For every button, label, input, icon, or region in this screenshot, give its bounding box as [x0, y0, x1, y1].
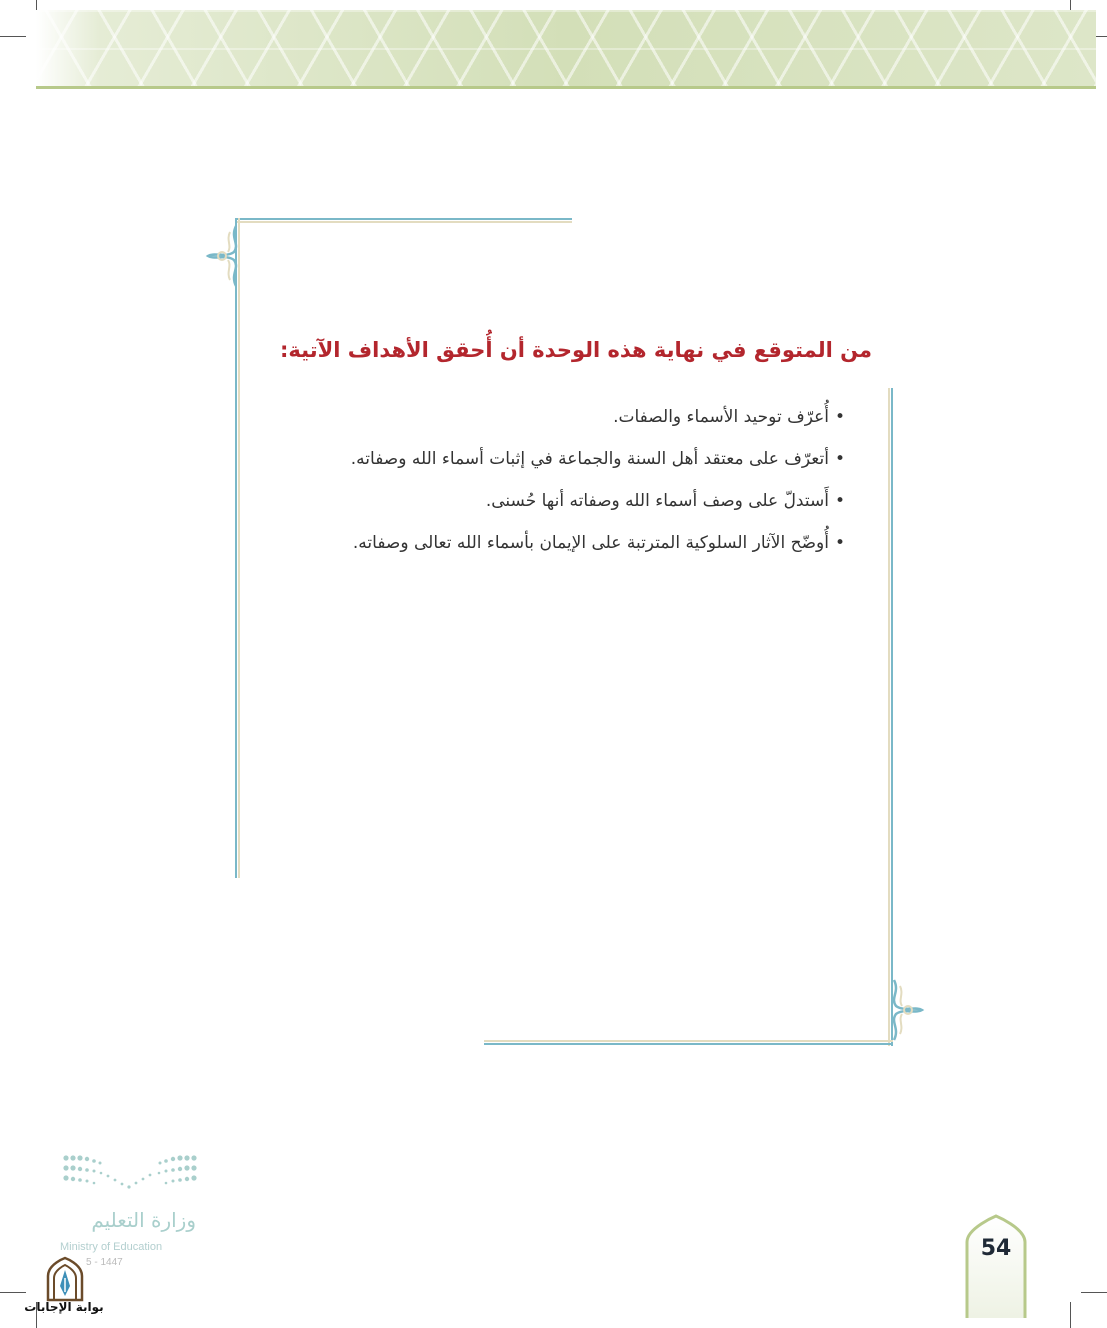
- list-item: • أُوضّح الآثار السلوكية المترتبة على الإيمان بأسماء الله تعالى وصفاته.: [280, 522, 845, 564]
- frame-right-line: [891, 388, 893, 1046]
- crop-mark: [1081, 1292, 1107, 1293]
- ministry-name-arabic: وزارة التعليم: [91, 1208, 196, 1232]
- frame-top-line: [236, 218, 572, 220]
- objectives-heading: من المتوقع في نهاية هذه الوحدة أن أُحقق الأهداف الآتية:: [280, 338, 872, 362]
- frame-bottom-line: [484, 1043, 893, 1045]
- list-item: • أُعرّف توحيد الأسماء والصفات.: [280, 396, 845, 438]
- list-item: • أَستدلّ على وصف أسماء الله وصفاته أنها حُسنى.: [280, 480, 845, 522]
- answers-portal-logo-icon: [44, 1256, 86, 1302]
- answers-portal-label: بوابة الإجابات: [24, 1300, 104, 1314]
- crop-mark: [0, 1292, 26, 1293]
- crop-mark: [1070, 1302, 1071, 1328]
- frame-ornament-right-icon: [886, 976, 926, 1044]
- header-underline: [36, 86, 1096, 89]
- ministry-name-english: Ministry of Education: [60, 1241, 163, 1253]
- page-number-tab: [964, 1214, 1028, 1318]
- list-item: • أتعرّف على معتقد أهل السنة والجماعة في إثبات أسماء الله وصفاته.: [280, 438, 845, 480]
- page-number: 54: [980, 1236, 1012, 1261]
- header-pattern-band: [36, 10, 1096, 88]
- frame-ornament-left-icon: [204, 222, 244, 290]
- ministry-year: 5 - 1447: [86, 1257, 123, 1268]
- objectives-list: [280, 396, 845, 564]
- crop-mark: [0, 36, 26, 37]
- frame-left-line: [235, 218, 237, 878]
- ministry-logo-icon: [60, 1150, 200, 1202]
